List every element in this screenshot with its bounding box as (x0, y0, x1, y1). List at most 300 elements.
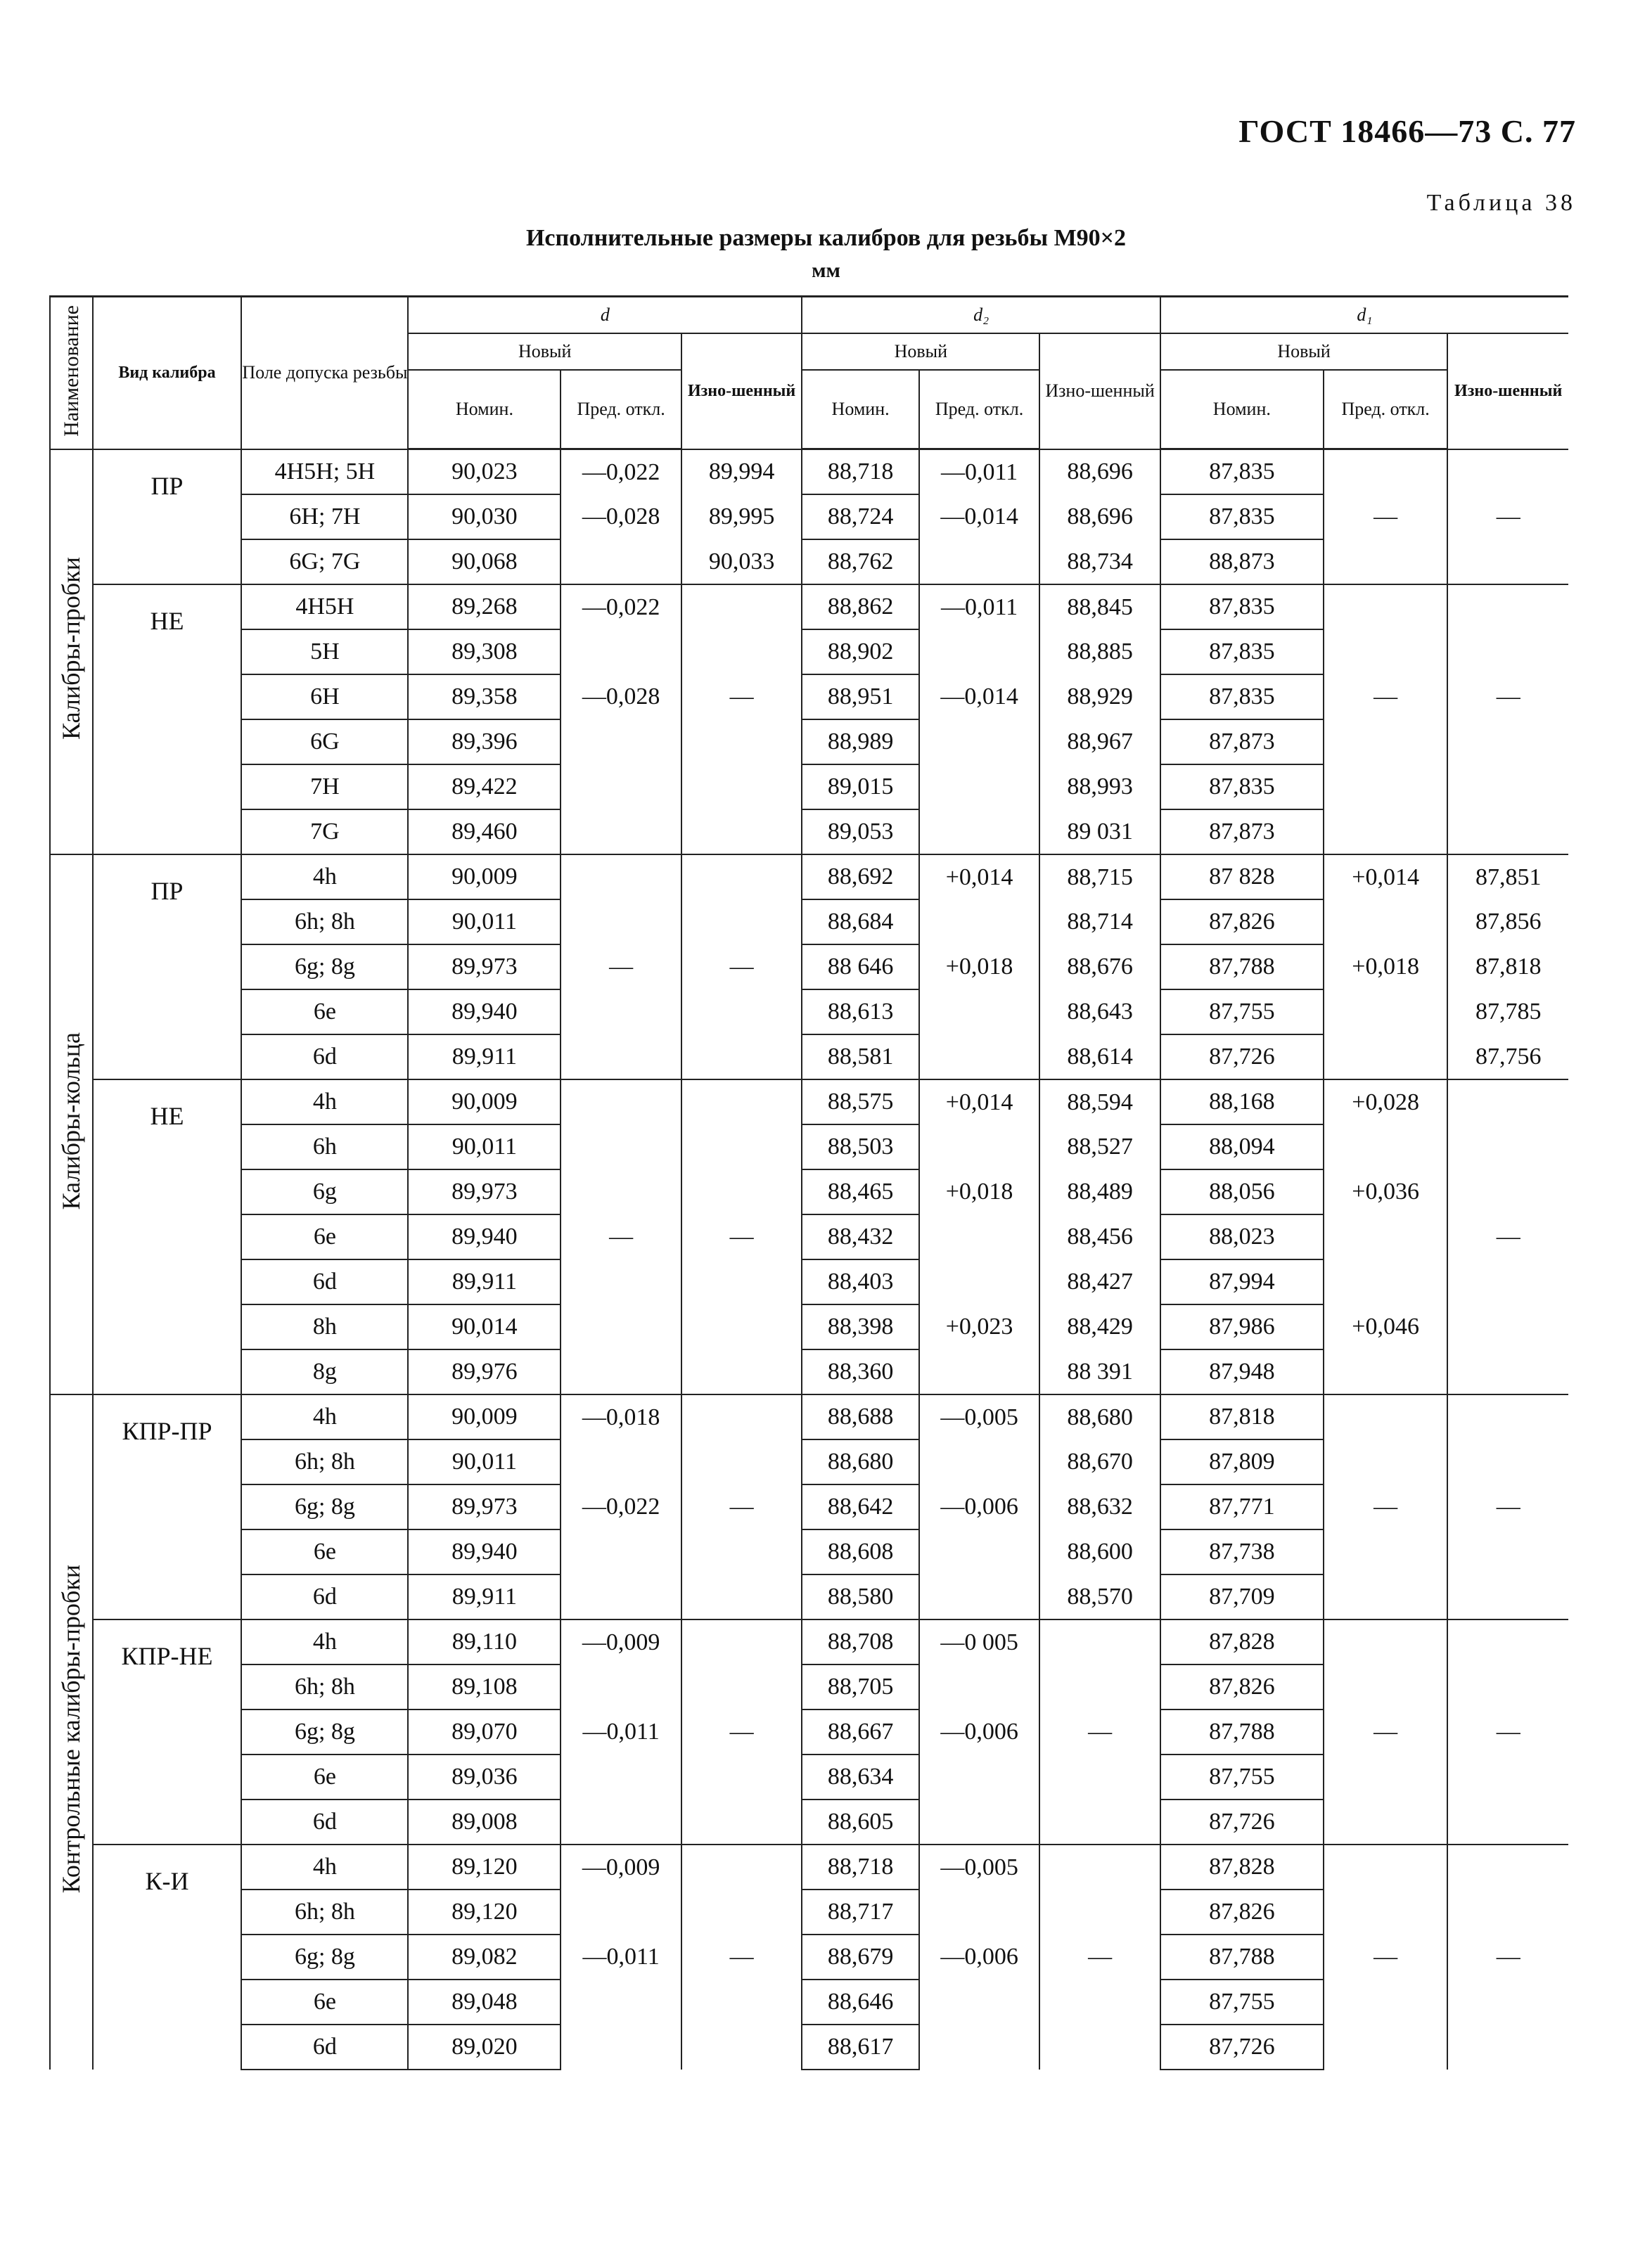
cell-d1: 87,755 (1160, 989, 1324, 1034)
cell-d2d (919, 1214, 1040, 1259)
table-row (50, 1980, 1568, 2025)
cell-dw (681, 1980, 802, 2025)
cell-d: 89,422 (408, 764, 561, 809)
cell-d2w: 88,734 (1039, 539, 1160, 584)
cell-d: 89,940 (408, 989, 561, 1034)
cell-dd: —0,009 (561, 1619, 681, 1664)
cell-d1w (1447, 1574, 1568, 1619)
cell-d1w (1447, 539, 1568, 584)
cell-d1d (1324, 539, 1448, 584)
cell-d2: 88,724 (802, 494, 918, 539)
cell-d1d (1324, 1755, 1448, 1800)
cell-d1w (1447, 1800, 1568, 1845)
cell-d2d (919, 1124, 1040, 1169)
cell-d2d (919, 719, 1040, 764)
cell-d1w (1447, 1259, 1568, 1304)
cell-d2d: +0,023 (919, 1304, 1040, 1349)
cell-dw (681, 1169, 802, 1214)
tolerance-field: 4h (241, 854, 408, 899)
group-name-label: Калибры-пробки (57, 557, 86, 740)
tolerance-field: 8g (241, 1349, 408, 1394)
cell-d: 89,120 (408, 1890, 561, 1935)
cell-dw (681, 1800, 802, 1845)
cell-d1: 87,828 (1160, 1619, 1324, 1664)
cell-d2d: +0,014 (919, 854, 1040, 899)
cell-d1w: — (1447, 1214, 1568, 1259)
table-row (50, 1484, 1568, 1529)
cell-d2: 88,646 (802, 1980, 918, 2025)
cell-dd (561, 1169, 681, 1214)
cell-d2w (1039, 1845, 1160, 1890)
cell-d1w (1447, 1439, 1568, 1484)
cell-d: 89,976 (408, 1349, 561, 1394)
tolerance-field: 6h; 8h (241, 1439, 408, 1484)
cell-d2d (919, 1349, 1040, 1394)
cell-dd: —0,009 (561, 1845, 681, 1890)
cell-d1: 87,818 (1160, 1394, 1324, 1439)
col-d1-header: d₁ (1160, 297, 1568, 334)
cell-d: 90,009 (408, 1394, 561, 1439)
cell-d1d (1324, 1619, 1448, 1664)
gauge-kind: ПР (93, 449, 242, 585)
cell-dw (681, 1394, 802, 1439)
cell-d1d: — (1324, 674, 1448, 719)
cell-d1d (1324, 1034, 1448, 1079)
table-row (50, 719, 1568, 764)
d2-dev-header: Пред. откл. (919, 370, 1040, 449)
table-row (50, 1664, 1568, 1709)
tolerance-field: 6g; 8g (241, 1709, 408, 1755)
cell-d2w: 88,845 (1039, 584, 1160, 629)
table-row (50, 1124, 1568, 1169)
table-row (50, 1755, 1568, 1800)
cell-dd (561, 1980, 681, 2025)
cell-d1w: — (1447, 1484, 1568, 1529)
cell-dw (681, 1439, 802, 1484)
col-d2-header: d₂ (802, 297, 1160, 334)
cell-d2: 88 646 (802, 944, 918, 989)
cell-d: 89,911 (408, 1574, 561, 1619)
cell-d1w (1447, 1664, 1568, 1709)
tolerance-field: 6e (241, 1755, 408, 1800)
cell-d2w: 88,427 (1039, 1259, 1160, 1304)
cell-d2w (1039, 1800, 1160, 1845)
gauge-kind: К-И (93, 1845, 242, 2070)
cell-d1d (1324, 2025, 1448, 2070)
cell-d: 89,973 (408, 1484, 561, 1529)
table-row (50, 629, 1568, 674)
col-kind-header: Вид калибра (93, 297, 242, 449)
cell-dd (561, 989, 681, 1034)
cell-d1w (1447, 584, 1568, 629)
cell-d1d (1324, 584, 1448, 629)
cell-dd (561, 1800, 681, 1845)
cell-d1: 87,835 (1160, 449, 1324, 495)
cell-d: 90,009 (408, 854, 561, 899)
table-title: Исполнительные размеры калибров для резьбы М90×2 (525, 225, 1127, 251)
cell-dd (561, 764, 681, 809)
cell-d2w: 88,885 (1039, 629, 1160, 674)
cell-dd (561, 1890, 681, 1935)
tolerance-field: 6e (241, 989, 408, 1034)
cell-d1: 88,094 (1160, 1124, 1324, 1169)
cell-dw: 89,995 (681, 494, 802, 539)
cell-d1w: — (1447, 1709, 1568, 1755)
cell-d2w: 88,676 (1039, 944, 1160, 989)
group-name (50, 1394, 93, 2070)
cell-d1: 87,873 (1160, 719, 1324, 764)
cell-d1w: 87,785 (1447, 989, 1568, 1034)
tolerance-field: 6g; 8g (241, 1484, 408, 1529)
cell-d2d: —0,006 (919, 1709, 1040, 1755)
cell-d2d (919, 1664, 1040, 1709)
cell-d1: 87,994 (1160, 1259, 1324, 1304)
table-units: мм (812, 259, 840, 282)
cell-d2d: +0,018 (919, 1169, 1040, 1214)
cell-dw (681, 1124, 802, 1169)
cell-d2: 88,667 (802, 1709, 918, 1755)
cell-dw (681, 899, 802, 944)
table-row (50, 1800, 1568, 1845)
cell-dd (561, 1755, 681, 1800)
cell-dd (561, 2025, 681, 2070)
tolerance-field: 6h; 8h (241, 1664, 408, 1709)
cell-d2w: 88,489 (1039, 1169, 1160, 1214)
table-row (50, 1529, 1568, 1574)
cell-dd (561, 539, 681, 584)
cell-d: 89,108 (408, 1664, 561, 1709)
cell-d2d: —0 005 (919, 1619, 1040, 1664)
cell-d1: 87,709 (1160, 1574, 1324, 1619)
cell-d2w: 88,929 (1039, 674, 1160, 719)
cell-d: 89,358 (408, 674, 561, 719)
cell-d2d (919, 1529, 1040, 1574)
cell-d2: 88,705 (802, 1664, 918, 1709)
cell-d2: 88,718 (802, 449, 918, 495)
cell-d1: 87,835 (1160, 764, 1324, 809)
cell-dw (681, 1304, 802, 1349)
cell-d2d: +0,018 (919, 944, 1040, 989)
cell-d1d (1324, 809, 1448, 854)
tolerance-field: 6G (241, 719, 408, 764)
cell-d1d (1324, 1800, 1448, 1845)
cell-dw (681, 1755, 802, 1800)
cell-d1d (1324, 449, 1448, 495)
group-name (50, 449, 93, 855)
cell-d1w (1447, 1529, 1568, 1574)
cell-d1d: — (1324, 1484, 1448, 1529)
d2-nom-header: Номин. (802, 370, 918, 449)
cell-d1: 87,948 (1160, 1349, 1324, 1394)
tolerance-field: 7H (241, 764, 408, 809)
cell-d1w (1447, 764, 1568, 809)
cell-d1d (1324, 1124, 1448, 1169)
table-row (50, 1709, 1568, 1755)
cell-d1: 87,788 (1160, 1709, 1324, 1755)
cell-d2d: —0,011 (919, 449, 1040, 495)
tolerance-field: 6e (241, 1980, 408, 2025)
cell-d1: 87,755 (1160, 1980, 1324, 2025)
cell-dd: —0,028 (561, 674, 681, 719)
tolerance-field: 6e (241, 1214, 408, 1259)
cell-d1: 87,771 (1160, 1484, 1324, 1529)
table-row (50, 1214, 1568, 1259)
cell-d1: 87,835 (1160, 629, 1324, 674)
cell-d1w (1447, 1890, 1568, 1935)
cell-d2d: —0,014 (919, 494, 1040, 539)
cell-d2w: 88,643 (1039, 989, 1160, 1034)
cell-d: 89,020 (408, 2025, 561, 2070)
cell-d1: 88,873 (1160, 539, 1324, 584)
cell-d2: 88,605 (802, 1800, 918, 1845)
cell-d1d (1324, 1349, 1448, 1394)
cell-d2: 88,708 (802, 1619, 918, 1664)
cell-d2d: —0,006 (919, 1484, 1040, 1529)
table-row (50, 1935, 1568, 1980)
cell-d2: 88,465 (802, 1169, 918, 1214)
cell-d2w: — (1039, 1709, 1160, 1755)
cell-d1w (1447, 629, 1568, 674)
cell-dd: —0,022 (561, 584, 681, 629)
cell-d2: 88,580 (802, 1574, 918, 1619)
table-row (50, 584, 1568, 629)
table-row (50, 854, 1568, 899)
tolerance-field: 4H5H (241, 584, 408, 629)
cell-d2w: 88,527 (1039, 1124, 1160, 1169)
table-row (50, 764, 1568, 809)
cell-d2: 88,688 (802, 1394, 918, 1439)
table-row (50, 1574, 1568, 1619)
cell-dw (681, 1259, 802, 1304)
cell-d: 90,011 (408, 1124, 561, 1169)
tolerance-field: 6H; 7H (241, 494, 408, 539)
cell-d2w: 88,696 (1039, 449, 1160, 495)
cell-d1d: — (1324, 1935, 1448, 1980)
cell-dd: —0,028 (561, 494, 681, 539)
cell-d2d: —0,006 (919, 1935, 1040, 1980)
cell-dd (561, 1034, 681, 1079)
d1-dev-header: Пред. откл. (1324, 370, 1448, 449)
cell-dw (681, 1619, 802, 1664)
cell-dw: 90,033 (681, 539, 802, 584)
cell-d2: 88,951 (802, 674, 918, 719)
cell-d2: 88,862 (802, 584, 918, 629)
cell-d2w: 88,714 (1039, 899, 1160, 944)
cell-d2w: 88,715 (1039, 854, 1160, 899)
cell-d1: 87,835 (1160, 584, 1324, 629)
cell-dw (681, 2025, 802, 2070)
cell-dd (561, 1664, 681, 1709)
cell-d2d (919, 1439, 1040, 1484)
cell-d2d: —0,005 (919, 1845, 1040, 1890)
cell-d2d (919, 629, 1040, 674)
table-row (50, 1890, 1568, 1935)
cell-dw: — (681, 944, 802, 989)
cell-d2: 88,692 (802, 854, 918, 899)
tolerance-field: 4h (241, 1845, 408, 1890)
cell-d2w: 88,456 (1039, 1214, 1160, 1259)
cell-d2: 88,581 (802, 1034, 918, 1079)
cell-dw: — (681, 1214, 802, 1259)
cell-d2w: — (1039, 1935, 1160, 1980)
cell-d2d (919, 1574, 1040, 1619)
cell-d1: 87,826 (1160, 1664, 1324, 1709)
cell-d1d (1324, 719, 1448, 764)
table-row (50, 1439, 1568, 1484)
cell-d2: 89,053 (802, 809, 918, 854)
cell-d: 89,008 (408, 1800, 561, 1845)
cell-dd (561, 809, 681, 854)
cell-d1d: +0,014 (1324, 854, 1448, 899)
cell-dw (681, 1890, 802, 1935)
tolerance-field: 8h (241, 1304, 408, 1349)
cell-d1w (1447, 1394, 1568, 1439)
group-name (50, 854, 93, 1394)
tolerance-field: 6d (241, 1574, 408, 1619)
cell-d1d (1324, 1529, 1448, 1574)
cell-d2w: 88,632 (1039, 1484, 1160, 1529)
cell-d: 89,940 (408, 1529, 561, 1574)
cell-d2: 88,679 (802, 1935, 918, 1980)
col-name-header: Наименование (50, 297, 93, 449)
group-name-label: Контрольные калибры-пробки (57, 1565, 86, 1894)
cell-dw (681, 1349, 802, 1394)
cell-d1d (1324, 1890, 1448, 1935)
cell-d2: 88,432 (802, 1214, 918, 1259)
table-row (50, 2025, 1568, 2070)
cell-d: 90,009 (408, 1079, 561, 1124)
cell-dw (681, 1574, 802, 1619)
d1-new-header: Новый (1160, 333, 1448, 370)
cell-d1: 87,835 (1160, 674, 1324, 719)
table-body (50, 449, 1568, 2070)
gauge-kind: НЕ (93, 1079, 242, 1394)
gauge-kind: ПР (93, 854, 242, 1079)
cell-d1w (1447, 1845, 1568, 1890)
cell-d2w (1039, 1664, 1160, 1709)
cell-d2w: 88,670 (1039, 1439, 1160, 1484)
cell-d1w: 87,756 (1447, 1034, 1568, 1079)
tolerance-field: 5H (241, 629, 408, 674)
cell-d1w (1447, 1169, 1568, 1214)
cell-dd (561, 1574, 681, 1619)
gauge-kind: НЕ (93, 584, 242, 854)
tolerance-field: 6d (241, 1800, 408, 1845)
tolerance-field: 4h (241, 1394, 408, 1439)
cell-d1d (1324, 1845, 1448, 1890)
cell-dw: — (681, 1709, 802, 1755)
cell-d1: 87,738 (1160, 1529, 1324, 1574)
cell-d1: 87,788 (1160, 1935, 1324, 1980)
cell-d2d: —0,014 (919, 674, 1040, 719)
cell-dw (681, 854, 802, 899)
cell-d2d (919, 1034, 1040, 1079)
cell-dw (681, 1529, 802, 1574)
cell-d1: 87,828 (1160, 1845, 1324, 1890)
cell-d1: 87,835 (1160, 494, 1324, 539)
cell-d2: 88,575 (802, 1079, 918, 1124)
cell-d1: 87,986 (1160, 1304, 1324, 1349)
cell-d1: 87,726 (1160, 2025, 1324, 2070)
table-row (50, 809, 1568, 854)
gauge-kind: КПР-НЕ (93, 1619, 242, 1845)
cell-d2w (1039, 1619, 1160, 1664)
cell-d1w (1447, 1124, 1568, 1169)
cell-d1: 87,755 (1160, 1755, 1324, 1800)
cell-dw (681, 764, 802, 809)
cell-dw (681, 809, 802, 854)
cell-d1: 87,809 (1160, 1439, 1324, 1484)
cell-d1: 88,168 (1160, 1079, 1324, 1124)
table-row (50, 1394, 1568, 1439)
cell-d2: 88,902 (802, 629, 918, 674)
cell-d1d (1324, 764, 1448, 809)
cell-d2w: 88,594 (1039, 1079, 1160, 1124)
cell-d1d (1324, 1214, 1448, 1259)
cell-dw (681, 1034, 802, 1079)
cell-d2w: 88,429 (1039, 1304, 1160, 1349)
cell-d2d (919, 764, 1040, 809)
cell-d: 89,120 (408, 1845, 561, 1890)
cell-d: 89,110 (408, 1619, 561, 1664)
cell-d1d: +0,028 (1324, 1079, 1448, 1124)
cell-dd (561, 1124, 681, 1169)
cell-d1: 87,726 (1160, 1800, 1324, 1845)
d2-new-header: Новый (802, 333, 1039, 370)
col-field-header: Поле допуска резьбы (241, 297, 408, 449)
cell-d1: 87,788 (1160, 944, 1324, 989)
cell-d2w (1039, 1980, 1160, 2025)
cell-d2d (919, 809, 1040, 854)
cell-d2w: 88 391 (1039, 1349, 1160, 1394)
cell-d: 89,911 (408, 1259, 561, 1304)
tolerance-field: 6H (241, 674, 408, 719)
cell-dw (681, 1664, 802, 1709)
cell-dd: —0,022 (561, 1484, 681, 1529)
cell-d2: 88,680 (802, 1439, 918, 1484)
cell-d1w (1447, 1349, 1568, 1394)
table-row (50, 989, 1568, 1034)
cell-dw (681, 629, 802, 674)
cell-d2w: 88,696 (1039, 494, 1160, 539)
cell-dd: —0,018 (561, 1394, 681, 1439)
cell-d1w: 87,856 (1447, 899, 1568, 944)
table-row (50, 1845, 1568, 1890)
cell-d1w (1447, 719, 1568, 764)
cell-d1w (1447, 449, 1568, 495)
cell-d1d (1324, 1439, 1448, 1484)
cell-dd (561, 1349, 681, 1394)
tolerance-field: 6g; 8g (241, 944, 408, 989)
tolerance-field: 6h; 8h (241, 1890, 408, 1935)
cell-d1: 87,726 (1160, 1034, 1324, 1079)
table-row (50, 1304, 1568, 1349)
table-row (50, 539, 1568, 584)
cell-dd: —0,011 (561, 1935, 681, 1980)
table-row (50, 1169, 1568, 1214)
cell-d: 90,011 (408, 899, 561, 944)
cell-d2: 88,717 (802, 1890, 918, 1935)
table-row (50, 944, 1568, 989)
cell-d2d (919, 1890, 1040, 1935)
cell-d1w: — (1447, 1935, 1568, 1980)
cell-dd (561, 1439, 681, 1484)
cell-d2d (919, 989, 1040, 1034)
cell-d: 90,030 (408, 494, 561, 539)
d1-worn-header: Изно-шенный (1447, 333, 1568, 449)
tolerance-field: 6g (241, 1169, 408, 1214)
cell-dw (681, 584, 802, 629)
